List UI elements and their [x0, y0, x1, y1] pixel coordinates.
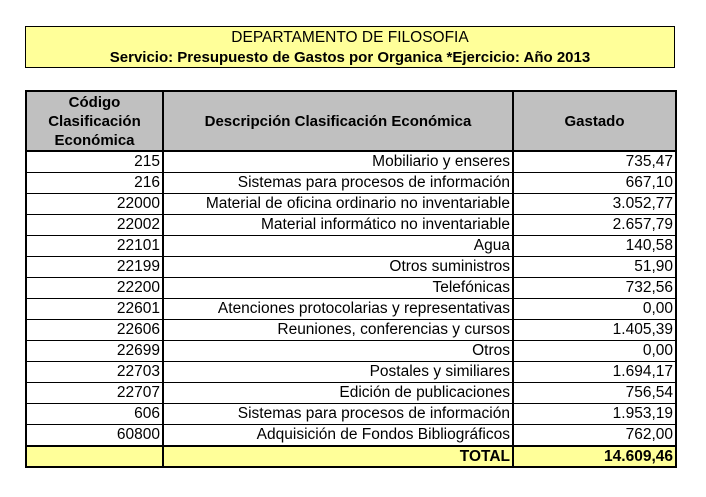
column-header-description: Descripción Clasificación Económica [163, 91, 513, 151]
table-row [26, 236, 676, 257]
department-title: DEPARTAMENTO DE FILOSOFIA [231, 29, 469, 46]
total-value: 14.609,46 [513, 446, 676, 467]
spent-cell: 762,00 [513, 425, 676, 447]
code-cell: 22707 [26, 383, 163, 404]
spent-cell: 3.052,77 [513, 194, 676, 215]
code-cell: 22000 [26, 194, 163, 215]
code-cell: 22199 [26, 257, 163, 278]
code-cell: 216 [26, 173, 163, 194]
table-row [26, 173, 676, 194]
description-cell: Sistemas para procesos de información [163, 173, 513, 194]
table-row [26, 341, 676, 362]
total-label: TOTAL [163, 446, 513, 467]
description-cell: Edición de publicaciones [163, 383, 513, 404]
table-row [26, 215, 676, 236]
description-cell: Sistemas para procesos de información [163, 404, 513, 425]
spent-cell: 732,56 [513, 278, 676, 299]
total-empty-cell [26, 446, 163, 467]
table-row [26, 151, 676, 173]
code-cell: 22200 [26, 278, 163, 299]
column-header-code: Código Clasificación Económica [26, 91, 163, 151]
description-cell: Otros [163, 341, 513, 362]
description-cell: Material informático no inventariable [163, 215, 513, 236]
spent-cell: 0,00 [513, 341, 676, 362]
table-row [26, 257, 676, 278]
budget-table [25, 90, 677, 468]
spent-cell: 2.657,79 [513, 215, 676, 236]
table-row [26, 425, 676, 447]
spent-cell: 667,10 [513, 173, 676, 194]
code-cell: 22699 [26, 341, 163, 362]
code-cell: 22002 [26, 215, 163, 236]
table-row [26, 362, 676, 383]
table-row [26, 299, 676, 320]
spent-cell: 140,58 [513, 236, 676, 257]
table-header-row [26, 91, 676, 151]
spent-cell: 735,47 [513, 151, 676, 173]
table-row [26, 383, 676, 404]
spent-cell: 1.694,17 [513, 362, 676, 383]
description-cell: Reuniones, conferencias y cursos [163, 320, 513, 341]
code-cell: 606 [26, 404, 163, 425]
description-cell: Otros suministros [163, 257, 513, 278]
table-row [26, 278, 676, 299]
description-cell: Adquisición de Fondos Bibliográficos [163, 425, 513, 447]
code-cell: 22101 [26, 236, 163, 257]
column-header-spent: Gastado [513, 91, 676, 151]
report-subtitle: Servicio: Presupuesto de Gastos por Organica *Ejercicio: Año 2013 [109, 49, 591, 66]
spent-cell: 756,54 [513, 383, 676, 404]
spent-cell: 0,00 [513, 299, 676, 320]
description-cell: Agua [163, 236, 513, 257]
code-cell: 60800 [26, 425, 163, 447]
description-cell: Postales y similiares [163, 362, 513, 383]
description-cell: Atenciones protocolarias y representativas [163, 299, 513, 320]
report-title-box [25, 26, 675, 68]
code-cell: 22606 [26, 320, 163, 341]
spent-cell: 1.953,19 [513, 404, 676, 425]
description-cell: Telefónicas [163, 278, 513, 299]
spent-cell: 1.405,39 [513, 320, 676, 341]
description-cell: Material de oficina ordinario no inventariable [163, 194, 513, 215]
spent-cell: 51,90 [513, 257, 676, 278]
table-row [26, 404, 676, 425]
description-cell: Mobiliario y enseres [163, 151, 513, 173]
table-row [26, 320, 676, 341]
table-row [26, 194, 676, 215]
code-cell: 215 [26, 151, 163, 173]
total-row [26, 446, 676, 467]
code-cell: 22601 [26, 299, 163, 320]
code-cell: 22703 [26, 362, 163, 383]
